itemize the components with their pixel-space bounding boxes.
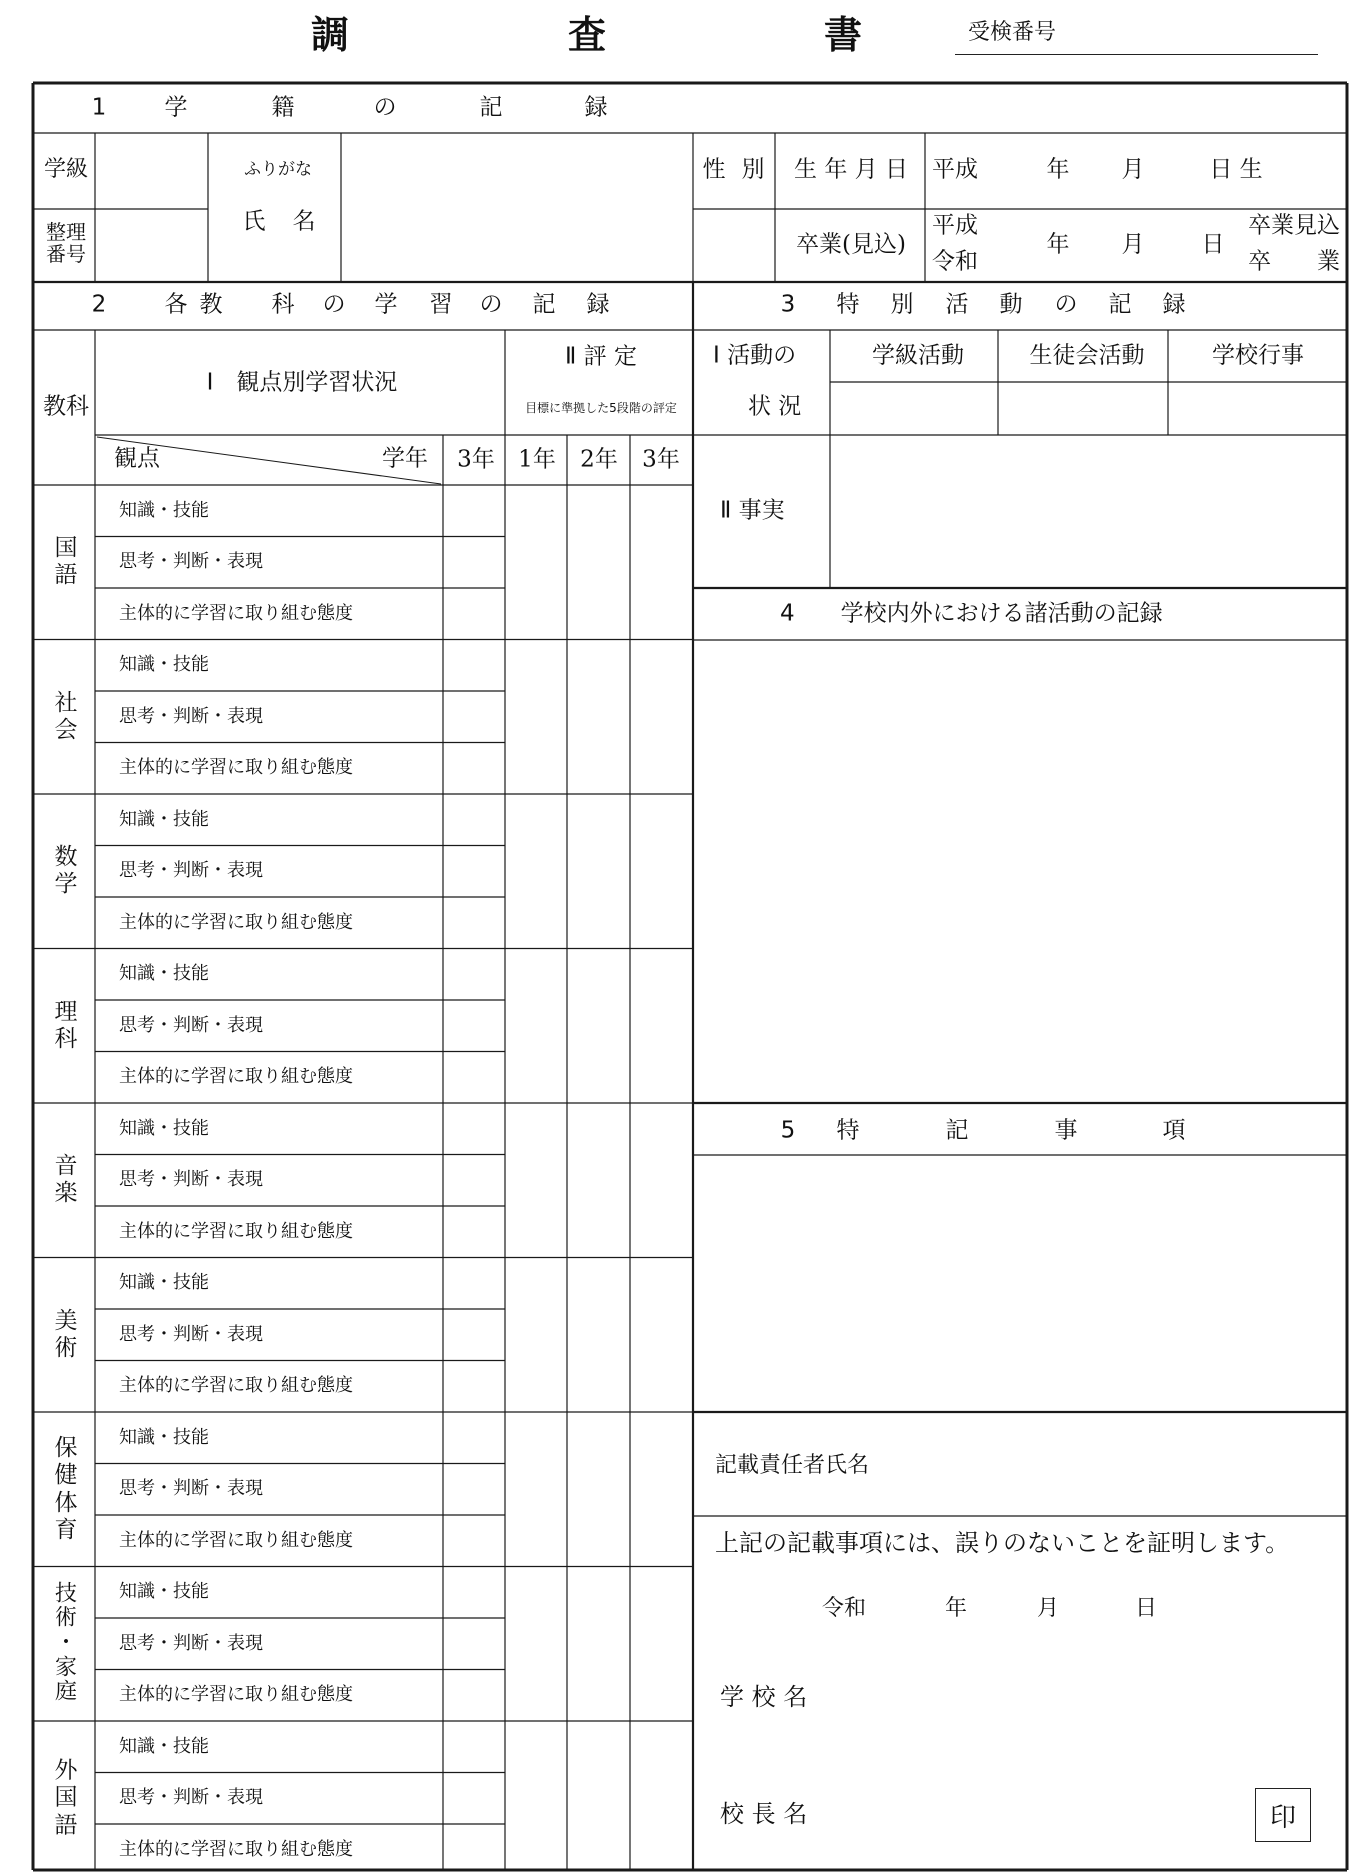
dob-label: 生 年 月 日 — [794, 156, 908, 183]
section3-title-char: の — [1054, 291, 1078, 318]
subject-label-char: 体 — [54, 1489, 78, 1516]
dob-day-suffix: 日 生 — [1209, 156, 1263, 183]
exam-number-field[interactable] — [955, 54, 1318, 55]
viewpoint-label: 思考・判断・表現 — [119, 705, 263, 727]
subject-label — [55, 690, 78, 744]
subject-label-char: 音 — [54, 1153, 78, 1180]
subject-label-char: 術 — [54, 1334, 78, 1361]
section2-title-char: 記 — [532, 291, 556, 318]
grad-era-line: 令和 — [932, 248, 978, 275]
section1-title-char: 籍 — [271, 94, 295, 121]
subject-label-char: 術 — [54, 1605, 78, 1631]
viewpoint-label: 知識・技能 — [119, 963, 209, 985]
section2-title-char: 録 — [586, 291, 610, 318]
viewpoint-label: 主体的に学習に取り組む態度 — [119, 602, 353, 624]
activity-status-line: 状 況 — [748, 393, 802, 420]
viewpoint-label: 思考・判断・表現 — [119, 860, 263, 882]
subject-label — [55, 535, 78, 589]
viewpoint-label: 主体的に学習に取り組む態度 — [119, 1529, 353, 1551]
viewpoint-label: 思考・判断・表現 — [119, 1478, 263, 1500]
subject-label-char: 保 — [54, 1435, 78, 1461]
furigana-label: ふりがな — [244, 159, 312, 180]
facts-label: Ⅱ 事実 — [720, 497, 785, 524]
viewpoint-label: 知識・技能 — [119, 654, 209, 676]
rating-grade-label: 3年 — [642, 446, 680, 473]
subject-label — [55, 844, 78, 898]
id-number-label: 整理 番号 — [46, 220, 86, 266]
subject-label — [55, 1435, 78, 1544]
section5-title-char: 記 — [945, 1117, 969, 1144]
viewpoint-label: 主体的に学習に取り組む態度 — [119, 1684, 353, 1706]
subject-label-char: 語 — [54, 1811, 78, 1838]
dob-year: 年 — [1046, 156, 1070, 183]
section2-title-char: 習 — [429, 291, 453, 318]
activity-status-line: Ⅰ 活動の — [713, 342, 797, 369]
section5-title-char: 項 — [1162, 1117, 1186, 1144]
subject-label — [55, 1153, 78, 1207]
section3-title-char: 録 — [1162, 291, 1186, 318]
subject-label — [55, 1308, 78, 1362]
section3-title-char: 特 — [836, 291, 860, 318]
activity-column-school-events: 学校行事 — [1212, 342, 1304, 369]
section1-title-char: 1 — [91, 94, 107, 121]
viewpoint-label: 思考・判断・表現 — [119, 1632, 263, 1654]
section1-title-char: 記 — [479, 94, 503, 121]
cert-date-year: 年 — [944, 1596, 968, 1621]
subject-label-char: 育 — [54, 1516, 78, 1543]
graduation-label: 卒業(見込) — [796, 231, 906, 258]
grad-year: 年 — [1046, 231, 1070, 258]
subject-label-char: 学 — [54, 871, 78, 898]
subject-label-char: 数 — [54, 844, 78, 871]
activity-column-class: 学級活動 — [872, 342, 964, 369]
subject-label-char: 庭 — [54, 1679, 78, 1705]
document-title-char: 書 — [823, 13, 863, 57]
subject-label-char: 理 — [54, 998, 78, 1025]
viewpoint-label: 主体的に学習に取り組む態度 — [119, 1375, 353, 1397]
section5-title-char: 事 — [1054, 1117, 1078, 1144]
document-title-char: 調 — [310, 13, 350, 57]
section2-title-char: 2 — [91, 291, 107, 318]
grade-diag-label: 学年 — [382, 445, 428, 472]
name-label-char: 氏 — [242, 208, 266, 235]
subject-label-char: 美 — [54, 1307, 78, 1334]
section5-title-char: 特 — [836, 1117, 860, 1144]
grad-month: 月 — [1121, 231, 1145, 258]
section2-title-char: 各 — [164, 291, 188, 318]
section3-title-char: 別 — [890, 291, 914, 318]
viewpoint-label: 知識・技能 — [119, 1117, 209, 1139]
seal-label: 印 — [1269, 1802, 1296, 1833]
section2-title-char: の — [322, 291, 346, 318]
name-label-char: 名 — [292, 208, 316, 235]
section3-title-char: 3 — [780, 291, 796, 318]
subject-label-char: 語 — [54, 562, 78, 589]
rating-grade-label: 2年 — [580, 446, 618, 473]
viewpoint-diag-label: 観点 — [114, 445, 160, 472]
sex-label-char: 性 — [702, 156, 726, 183]
subject-label-char: 外 — [54, 1757, 78, 1784]
subject-label-char: 社 — [54, 689, 78, 716]
rating-header: Ⅱ 評 定 — [565, 343, 637, 370]
certification-statement: 上記の記載事項には、誤りのないことを証明します。 — [715, 1529, 1290, 1557]
viewpoint-label: 思考・判断・表現 — [119, 1014, 263, 1036]
section3-title-char: 動 — [999, 291, 1023, 318]
activity-column-student-council: 生徒会活動 — [1029, 342, 1145, 369]
section3-title-char: 記 — [1108, 291, 1132, 318]
section2-title-char: 教 — [199, 291, 223, 318]
subject-label-char: 国 — [54, 535, 78, 562]
rating-note: 目標に準拠した5段階の評定 — [525, 401, 677, 415]
grad-status-line: 卒業見込 — [1248, 212, 1340, 239]
subject-label-char: 国 — [54, 1784, 78, 1811]
cert-date-month: 月 — [1036, 1596, 1060, 1621]
subject-label-char: 家 — [54, 1655, 78, 1681]
cert-date-day: 日 — [1134, 1596, 1158, 1621]
subject-label-char: 健 — [54, 1462, 78, 1489]
grad-era-line: 平成 — [932, 212, 978, 239]
viewpoint-label: 思考・判断・表現 — [119, 1169, 263, 1191]
section4-title: 4 学校内外における諸活動の記録 — [780, 600, 1163, 627]
document-title-char: 査 — [567, 13, 607, 57]
responsible-person-label: 記載責任者氏名 — [715, 1453, 870, 1478]
subject-label — [55, 1582, 77, 1705]
subject-label-char: 技 — [54, 1581, 78, 1607]
rating-grade-label: 1年 — [518, 446, 556, 473]
viewpoint-label: 主体的に学習に取り組む態度 — [119, 1838, 353, 1860]
viewpoint-label: 知識・技能 — [119, 1735, 209, 1757]
viewpoint-label: 主体的に学習に取り組む態度 — [119, 1066, 353, 1088]
section1-title-char: 録 — [584, 94, 608, 121]
viewpoint-label: 知識・技能 — [119, 808, 209, 830]
viewpoint-label: 知識・技能 — [119, 1426, 209, 1448]
subject-label-char: 科 — [54, 1025, 78, 1052]
dob-era: 平成 — [932, 156, 978, 183]
subject-label — [55, 1758, 78, 1839]
subject-label — [55, 999, 78, 1053]
viewpoint-label: 思考・判断・表現 — [119, 1787, 263, 1809]
subject-label-char: 楽 — [54, 1180, 78, 1207]
cert-date-era: 令和 — [821, 1596, 867, 1621]
viewpoint-label: 主体的に学習に取り組む態度 — [119, 911, 353, 933]
subject-label-char: ・ — [54, 1630, 78, 1656]
grad-status-line: 卒 業 — [1248, 248, 1340, 275]
subject-label-char: 会 — [54, 716, 78, 743]
dob-month: 月 — [1121, 156, 1145, 183]
subject-header: 教科 — [43, 393, 89, 420]
exam-number-label: 受検番号 — [968, 20, 1057, 45]
school-name-label: 学 校 名 — [720, 1683, 808, 1711]
sex-label-char: 別 — [741, 156, 765, 183]
viewpoint-label: 主体的に学習に取り組む態度 — [119, 757, 353, 779]
viewpoint-label: 主体的に学習に取り組む態度 — [119, 1220, 353, 1242]
viewpoint-label: 知識・技能 — [119, 1272, 209, 1294]
grade-col-3-label: 3年 — [457, 446, 495, 473]
class-label: 学級 — [43, 157, 89, 182]
viewpoint-label: 知識・技能 — [119, 1581, 209, 1603]
viewpoint-label: 知識・技能 — [119, 499, 209, 521]
principal-label: 校 長 名 — [720, 1800, 808, 1828]
section2-title-char: 科 — [271, 291, 295, 318]
section3-title-char: 活 — [945, 291, 969, 318]
viewpoint-header: Ⅰ 観点別学習状況 — [206, 369, 398, 396]
seal-box — [1255, 1788, 1311, 1842]
viewpoint-label: 思考・判断・表現 — [119, 551, 263, 573]
section2-title-char: の — [479, 291, 503, 318]
viewpoint-label: 思考・判断・表現 — [119, 1323, 263, 1345]
section1-title-char: の — [373, 94, 397, 121]
section5-title-char: 5 — [780, 1117, 796, 1144]
section1-title-char: 学 — [164, 94, 188, 121]
grad-day: 日 — [1201, 231, 1225, 258]
section2-title-char: 学 — [374, 291, 398, 318]
